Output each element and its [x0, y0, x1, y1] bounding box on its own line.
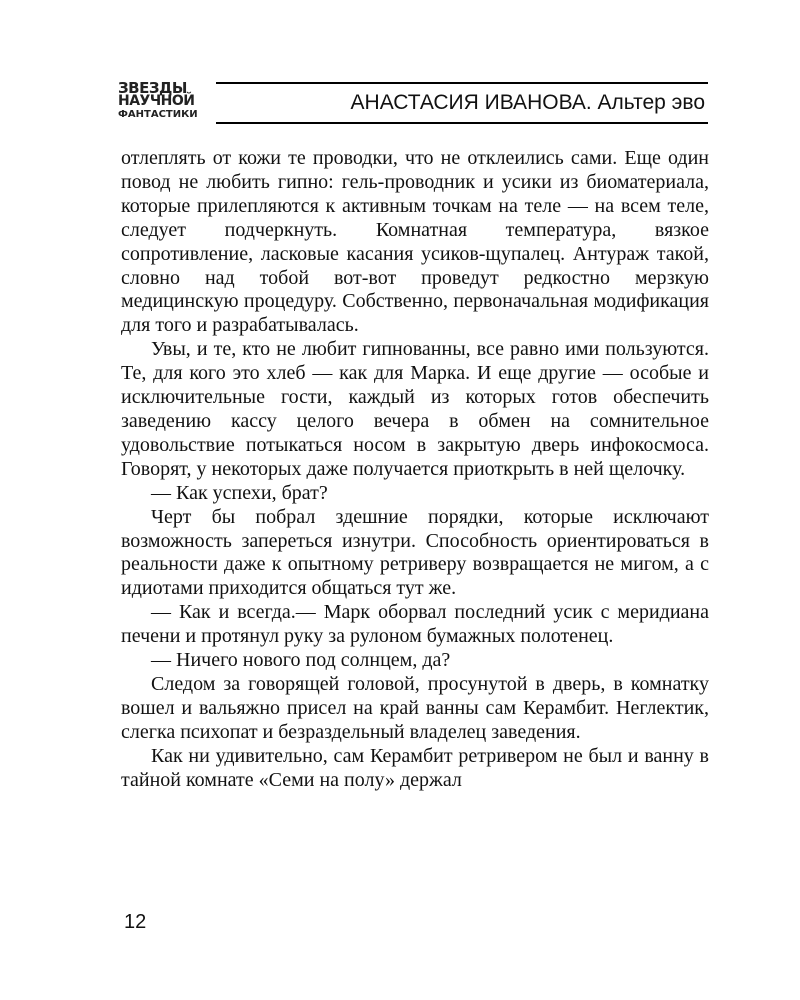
paragraph-6: — Ничего нового под солнцем, да?: [151, 649, 451, 672]
logo-line-3: ФАНТАСТИКИ: [118, 109, 198, 120]
logo-line-2: НАУЧНОЙ: [118, 93, 195, 109]
running-head: АНАСТАСИЯ ИВАНОВА. Альтер эво: [350, 91, 705, 114]
paragraph-7: Следом за говорящей головой, просунутой в дверь, в комнатку вошел и вальяжно присел на край ванны сам Керамбит. Неглектик, слегка психопат и безраздельный владелец заведения.: [121, 672, 709, 743]
body-text: [121, 147, 709, 792]
header-rule-bottom: [216, 122, 708, 124]
logo-line-1: ЗВЕЗДЫ: [118, 79, 187, 97]
paragraph-8: Как ни удивительно, сам Керамбит ретривером не был и ванну в тайной комнате «Семи на полу» держал: [121, 744, 709, 791]
paragraph-2: Увы, и те, кто не любит гипнованны, все равно ими пользуются. Те, для кого это хлеб — как для Марка. И еще другие — особые и исключительные гости, каждый из которых готов обеспечить заведению кассу целого вечера в обмен на сомнительное удовольствие потыкаться носом в закрытую дверь инфокосмоса. Говорят, у некоторых даже получается приоткрыть в ней щелочку.: [121, 338, 709, 480]
paragraph-5: — Как и всегда.— Марк оборвал последний усик с меридиана печени и протянул руку за рулоном бумажных полотенец.: [121, 601, 709, 648]
series-logo: [118, 79, 216, 124]
header-rule-top: [216, 82, 708, 84]
paragraph-4: Черт бы побрал здешние порядки, которые исключают возможность запереться изнутри. Способность ориентироваться в реальности даже к опытному ретриверу возвращается не мигом, а с идиотами приходится общаться тут же.: [121, 505, 709, 600]
paragraph-1: отлеплять от кожи те проводки, что не отклеились сами. Еще один повод не любить гипно: гель-проводник и усики из биоматериала, которые прилепляются к активным точкам на теле — на всем теле, следует подчеркнуть. Комнатная температура, вязкое сопротивление, ласковые касания усиков-щупалец. Антураж такой, словно над тобой вот-вот проведут редкостно мерзкую медицинскую процедуру. Собственно, первоначальная модификация для того и разрабатывалась.: [121, 147, 709, 337]
paragraph-3: — Как успехи, брат?: [151, 481, 328, 504]
page-number: 12: [124, 911, 147, 933]
